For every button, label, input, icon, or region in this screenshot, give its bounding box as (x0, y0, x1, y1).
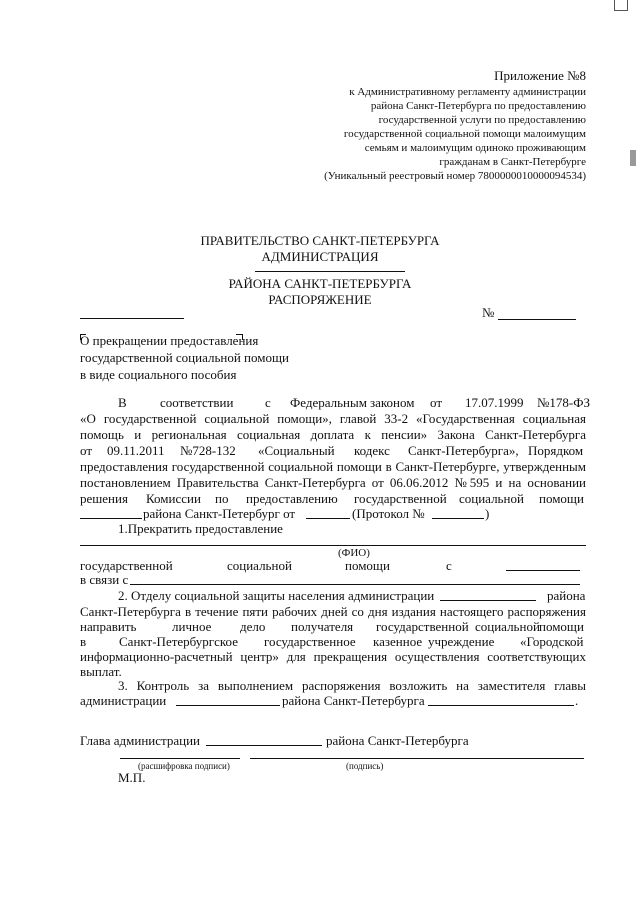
item2-word: учреждение (428, 634, 495, 649)
item2-line: 2. Отделу социальной защиты населения администрации (118, 588, 435, 603)
appendix-title: Приложение №8 (494, 68, 586, 83)
para1-word: с (265, 395, 271, 410)
item1-word: социальной (227, 558, 292, 573)
item2-word: Санкт-Петербургское (119, 634, 238, 649)
subject-line: в виде социального пособия (80, 367, 237, 382)
appendix-registry-number: (Уникальный реестровый номер 7800000010000094534) (324, 170, 586, 182)
appendix-line: района Санкт-Петербурга по предоставлению (370, 100, 586, 112)
para1-word: 17.07.1999 (465, 395, 524, 410)
item2-word: дело (240, 619, 266, 634)
header-district: РАЙОНА САНКТ-ПЕТЕРБУРГА (228, 276, 412, 291)
para1-word: государственной (354, 491, 447, 506)
name-decoding-line (120, 758, 240, 759)
para1-word: №178-ФЗ (537, 395, 591, 410)
department-district-line (440, 600, 536, 601)
para1-word: Комиссии (146, 491, 201, 506)
item2-word: личное (172, 619, 212, 634)
district-name-line (255, 271, 405, 272)
item2-word: социальной (475, 619, 540, 634)
deputy-name-line (428, 705, 574, 706)
item2-word: государственной (376, 619, 469, 634)
subject-line: О прекращении предоставления (80, 333, 259, 348)
header-government: ПРАВИТЕЛЬСТВО САНКТ-ПЕТЕРБУРГА (200, 233, 440, 248)
date-line (80, 318, 184, 319)
fio-caption: (ФИО) (338, 547, 370, 559)
item2-word: государственное (264, 634, 356, 649)
para1-close: ) (485, 506, 490, 521)
para1-word: «Социальный (258, 443, 335, 458)
number-line (498, 319, 576, 320)
para1-line: предоставления государственной социальной помощи в Санкт-Петербурге, утвержденным (80, 459, 586, 474)
para1-word: от (430, 395, 443, 410)
number-sign: № (482, 305, 495, 320)
scan-mark (614, 0, 628, 11)
item2-line: выплат. (80, 664, 122, 679)
para1-word: №728-132 (180, 443, 236, 458)
para1-word: предоставлению (246, 491, 338, 506)
item1-because: в связи с (80, 572, 129, 587)
item1-text: 1.Прекратить предоставление (118, 521, 283, 536)
header-order: РАСПОРЯЖЕНИЕ (268, 292, 372, 307)
item3-line: 3. Контроль за выполнением распоряжения возложить на заместителя главы (118, 678, 586, 693)
para1-line: района Санкт-Петербург от (143, 506, 296, 521)
item2-word: в (80, 634, 87, 649)
para1-word: В (118, 395, 127, 410)
signature-district-line (206, 745, 322, 746)
item2-word: направить (80, 619, 137, 634)
item2-line: Санкт-Петербурга в течение пяти рабочих дней со дня издания настоящего распоряжения (80, 604, 586, 619)
appendix-line: гражданам в Санкт-Петербурге (439, 156, 586, 168)
appendix-line: семьям и малоимущим одиноко проживающим (364, 142, 586, 154)
item3-line: администрации (80, 693, 167, 708)
fio-line (80, 545, 586, 546)
appendix-line: к Административному регламенту администрации (349, 86, 586, 98)
para1-word: по (215, 491, 229, 506)
item1-word: помощи (345, 558, 390, 573)
item2-line: информационно-расчетный центр» для прекращения осуществления соответствующих (80, 649, 586, 664)
subject-line: государственной социальной помощи (80, 350, 289, 365)
item2-word: получателя (291, 619, 354, 634)
para1-line: постановлением Правительства Санкт-Петербурга от 06.06.2012 №595 и на основании (80, 475, 586, 490)
item1-word: с (446, 558, 452, 573)
signature-line (250, 758, 584, 759)
para1-word: Федеральным (290, 395, 367, 410)
para1-word: от (80, 443, 93, 458)
date-blank-line (306, 518, 350, 519)
item2-line: района (547, 588, 586, 603)
item3-district-line (176, 705, 280, 706)
para1-word: решения (80, 491, 128, 506)
para1-word: социальной (459, 491, 524, 506)
item2-word: помощи (539, 619, 584, 634)
scan-mark (630, 150, 636, 166)
item1-word: государственной (80, 558, 173, 573)
signature-district: района Санкт-Петербурга (326, 733, 469, 748)
item2-word: казенное (373, 634, 423, 649)
item3-end: . (575, 693, 579, 708)
para1-word: Порядком (528, 443, 584, 458)
para1-protocol: (Протокол № (352, 506, 425, 521)
signature-caption: (подпись) (346, 761, 384, 771)
item2-word: «Городской (520, 634, 584, 649)
appendix-line: государственной услуги по предоставлению (378, 114, 586, 126)
para1-word: соответствии (160, 395, 234, 410)
header-administration: АДМИНИСТРАЦИЯ (261, 249, 379, 264)
name-decoding-caption: (расшифровка подписи) (138, 761, 230, 771)
seal-place: М.П. (118, 770, 146, 785)
signature-head: Глава администрации (80, 733, 201, 748)
para1-line: помощь и региональная социальная доплата к пенсии» Закона Санкт-Петербурга (80, 427, 586, 442)
para1-word: помощи (539, 491, 584, 506)
para1-word: Санкт-Петербурга», (408, 443, 519, 458)
para1-word: кодекс (354, 443, 390, 458)
start-date-line (506, 570, 580, 571)
para1-line: «О государственной социальной помощи», главой 33-2 «Государственная социальная (80, 411, 586, 426)
reason-line (130, 584, 580, 585)
para1-word: законом (370, 395, 415, 410)
item3-line: района Санкт-Петербурга (282, 693, 425, 708)
para1-word: 09.11.2011 (107, 443, 165, 458)
protocol-number-line (432, 518, 484, 519)
district-blank-line (80, 518, 142, 519)
appendix-line: государственной социальной помощи малоимущим (343, 128, 586, 140)
